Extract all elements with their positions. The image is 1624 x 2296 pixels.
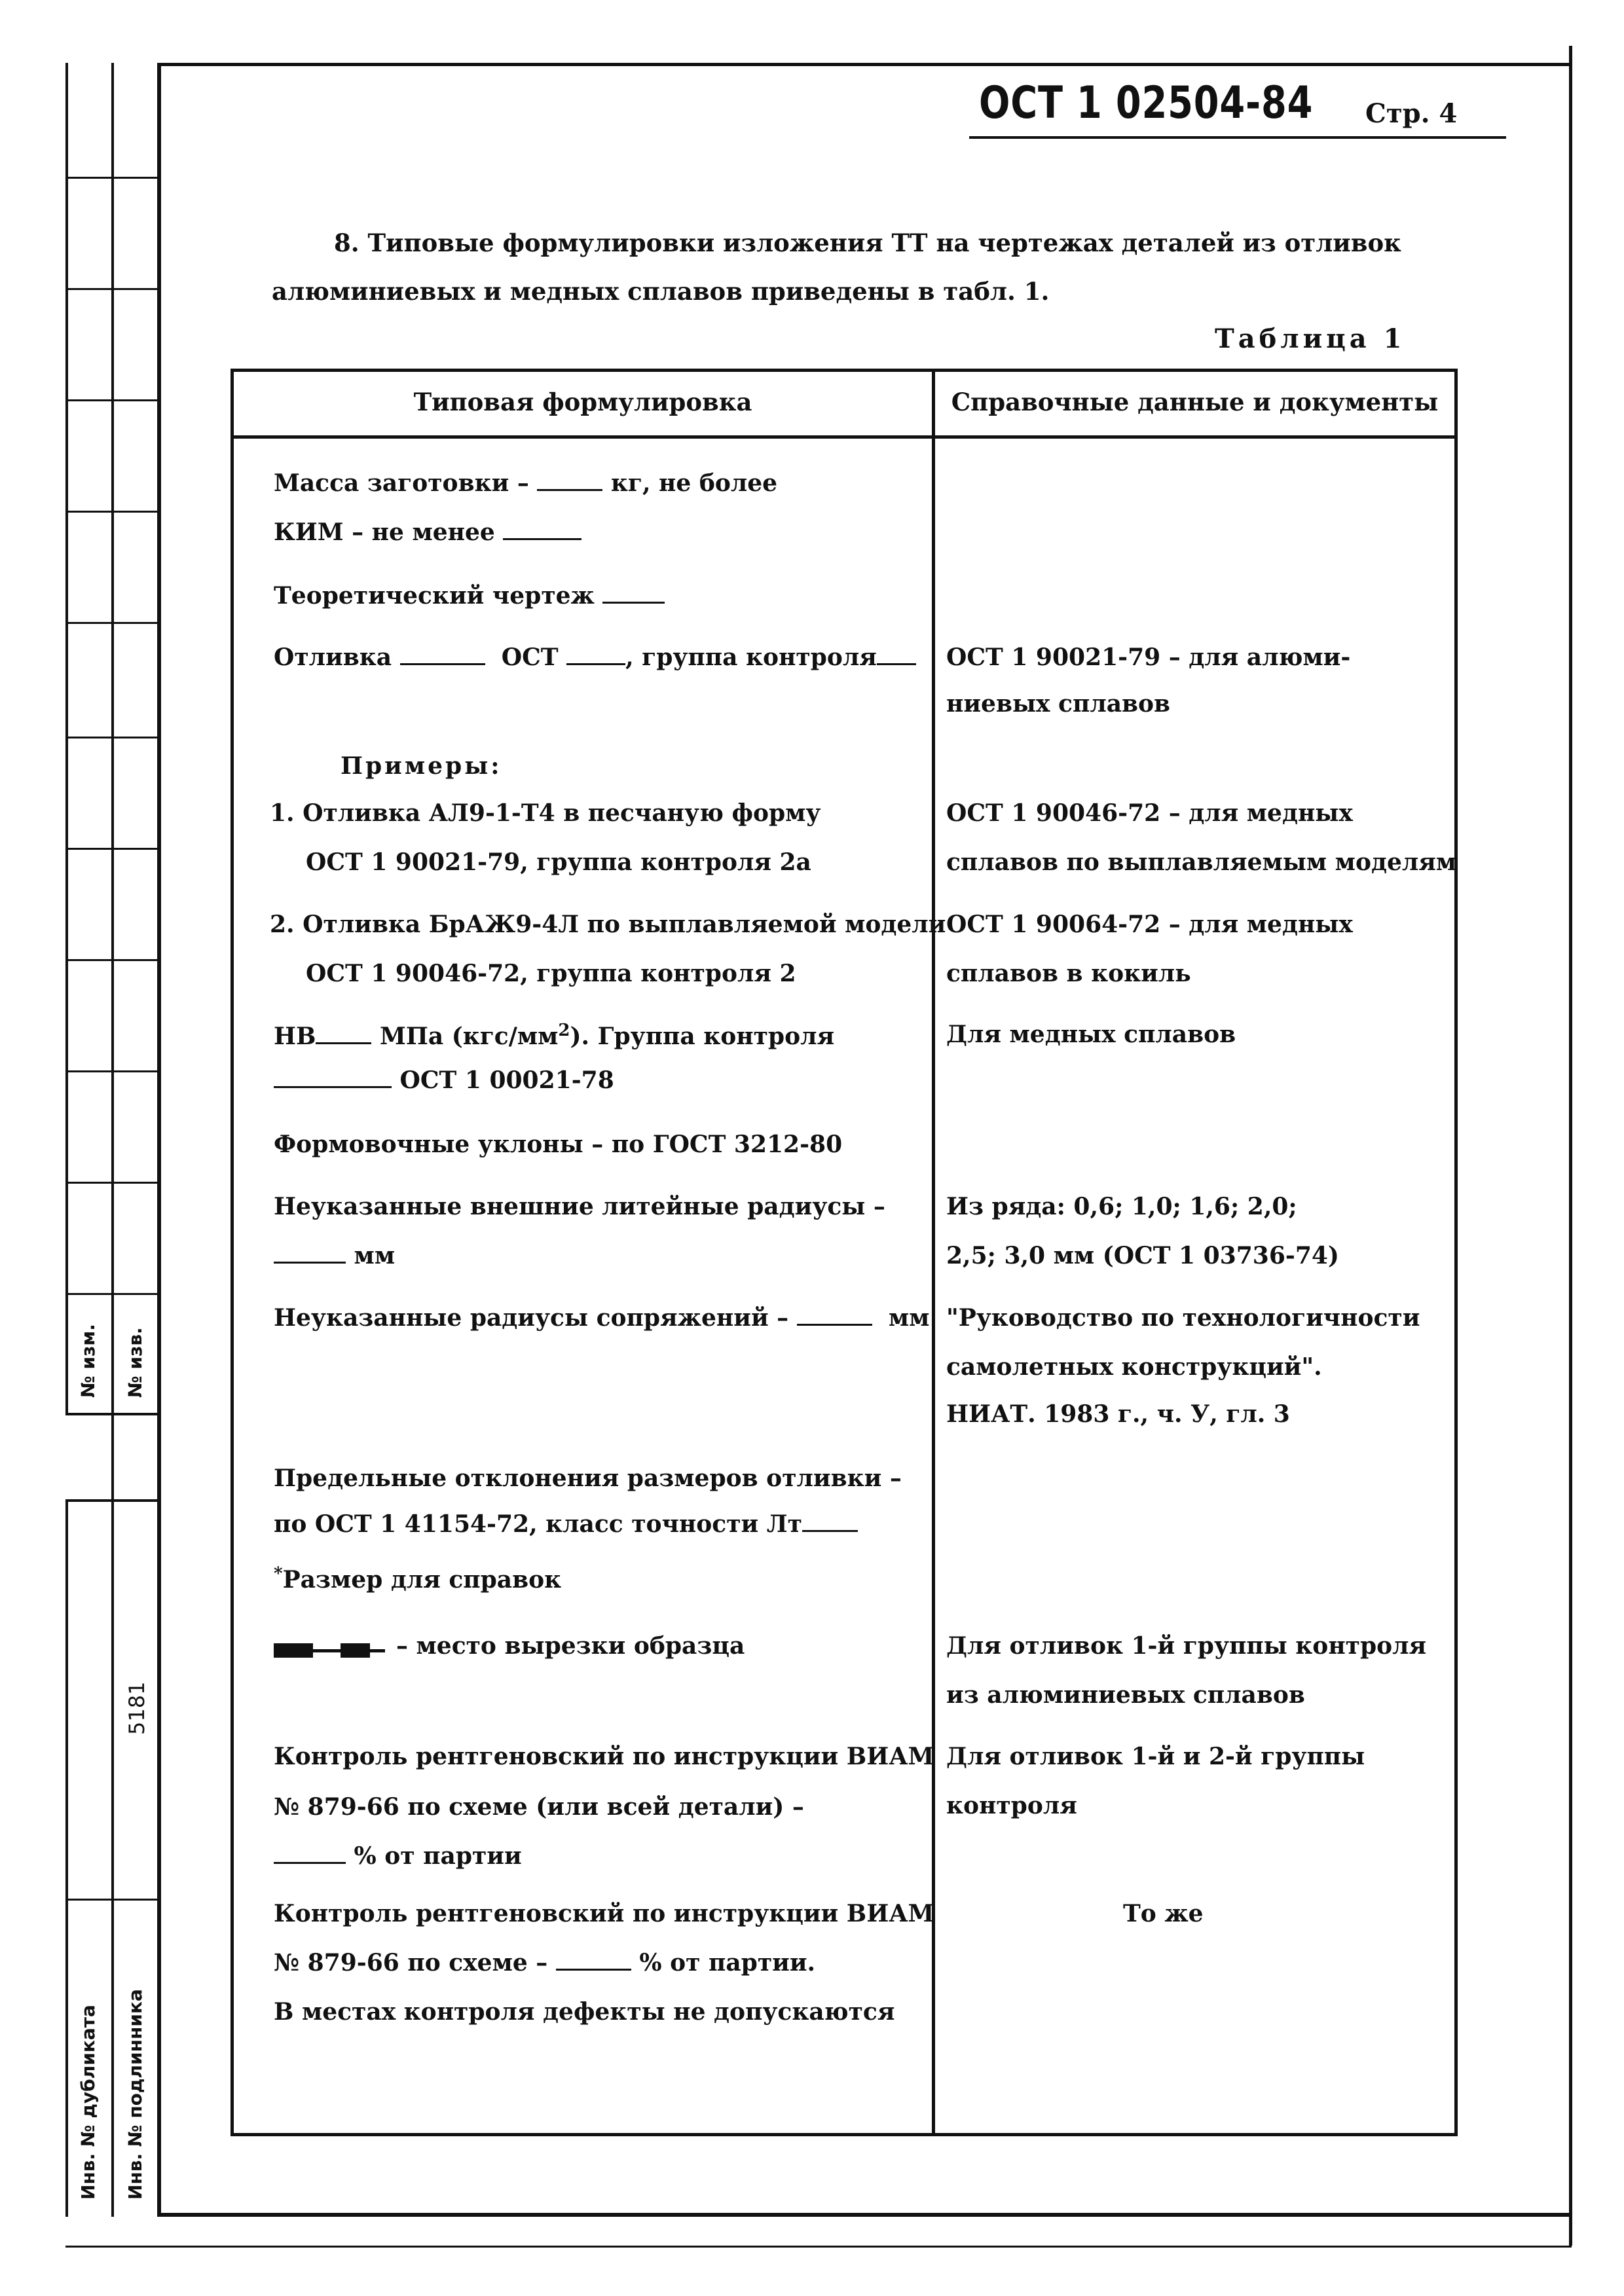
row-sample-place: – место вырезки образца [396, 1632, 745, 1660]
ref-conj-3: НИАТ. 1983 г., ч. У, гл. 3 [946, 1400, 1290, 1428]
row-draft: Формовочные уклоны – по ГОСТ 3212-80 [274, 1131, 843, 1158]
row-xray2-1: Контроль рентгеновский по инструкции ВИАМ [274, 1900, 934, 1927]
theor-label: Теоретический чертеж [274, 582, 595, 610]
frame-left [157, 63, 161, 2217]
casting-ost: ОСТ [501, 644, 559, 671]
ref-conj-1: "Руководство по технологичности [946, 1304, 1420, 1332]
row-xray2-3: В местах контроля дефекты не допускаются [274, 1998, 895, 2026]
margin-tick [65, 737, 157, 738]
table-col-sep [932, 369, 935, 2136]
frame-bottom [157, 2213, 1572, 2217]
header-underline [969, 136, 1506, 139]
row-xray1-1: Контроль рентгеновский по инструкции ВИАМ [274, 1743, 934, 1770]
kim-label: КИМ – не менее [274, 519, 495, 546]
table-header-right: Справочные данные и документы [951, 388, 1439, 416]
margin-left-edge [65, 63, 68, 1414]
margin-number: 5181 [124, 1681, 149, 1735]
hb-prefix: НВ [274, 1023, 316, 1050]
ref-size: Размер для справок [282, 1566, 562, 1594]
xray2-line-2b: % от партии. [639, 1949, 816, 1977]
ref-xray2: То же [1123, 1900, 1204, 1927]
table-header-left: Типовая формулировка [413, 388, 752, 416]
row-kim [274, 519, 581, 546]
margin-tick [65, 622, 157, 624]
row-hb [274, 1021, 834, 1050]
blank-field [877, 663, 916, 665]
examples-title: Примеры: [341, 752, 502, 780]
margin-tick [65, 1499, 157, 1502]
hb-unit: МПа (кгс/мм [380, 1023, 559, 1050]
ref-radii-2: 2,5; 3,0 мм (ОСТ 1 03736-74) [946, 1242, 1339, 1269]
row-radii-ext-2 [274, 1243, 395, 1269]
ref-xray1-2: контроля [946, 1792, 1077, 1819]
ref-casting-1: ОСТ 1 90021-79 – для алюми- [946, 644, 1351, 671]
frame-right [1569, 46, 1572, 2246]
margin-tick [65, 399, 157, 401]
tol-line-2: по ОСТ 1 41154-72, класс точности Лт [274, 1510, 802, 1538]
example-1-line-2: ОСТ 1 90021-79, группа контроля 2а [306, 848, 811, 876]
blank-field [797, 1323, 872, 1326]
frame-top [157, 63, 1572, 66]
blank-field [556, 1968, 631, 1971]
margin-label-izm: № изм. [77, 1324, 99, 1398]
row-xray1-3 [274, 1843, 522, 1870]
margin-label-podl: Инв. № подлинника [124, 1989, 146, 2200]
margin-label-izv: № изв. [124, 1327, 146, 1398]
outer-bottom [65, 2246, 1572, 2248]
blank-field [537, 488, 602, 491]
table-left [231, 369, 234, 2136]
margin-tick [65, 1413, 157, 1415]
hb-sup: 2 [558, 1021, 570, 1040]
xray1-line-3: % от партии [354, 1842, 522, 1870]
mass-unit: кг, не более [610, 469, 778, 497]
ref-radii-1: Из ряда: 0,6; 1,0; 1,6; 2,0; [946, 1193, 1297, 1220]
margin-tick [65, 1293, 157, 1295]
ref-ex1-2: сплавов по выплавляемым моделям [946, 848, 1457, 876]
margin-mid [111, 63, 114, 2217]
casting-group: , группа контроля [625, 644, 877, 671]
casting-label: Отливка [274, 644, 392, 671]
margin-tick [65, 848, 157, 850]
margin-tick [65, 1899, 157, 1901]
example-2-line-2: ОСТ 1 90046-72, группа контроля 2 [306, 960, 796, 987]
doc-number: ОСТ 1 02504-84 [979, 77, 1314, 129]
hb-suffix: ). Группа контроля [570, 1023, 835, 1050]
row-radii-conj [274, 1305, 929, 1332]
page-label: Стр. 4 [1365, 98, 1458, 129]
row-ref-size [274, 1565, 561, 1594]
blank-field [274, 1261, 346, 1264]
margin-tick [65, 288, 157, 290]
hb-line-2: ОСТ 1 00021-78 [399, 1066, 614, 1094]
ref-star: * [274, 1564, 283, 1584]
margin-tick [65, 1182, 157, 1184]
row-theor [274, 583, 665, 610]
row-tol-2 [274, 1511, 858, 1538]
margin-tick [65, 177, 157, 179]
row-xray1-2: № 879-66 по схеме (или всей детали) – [274, 1793, 804, 1821]
ref-sample-1: Для отливок 1-й группы контроля [946, 1632, 1427, 1660]
blank-field [400, 663, 485, 665]
xray2-line-2a: № 879-66 по схеме – [274, 1949, 548, 1977]
table-right [1454, 369, 1458, 2136]
table-header-sep [231, 435, 1458, 439]
ref-ex2-2: сплавов в кокиль [946, 960, 1191, 987]
radii-conj-label: Неуказанные радиусы сопряжений – [274, 1304, 789, 1332]
ref-casting-2: ниевых сплавов [946, 690, 1171, 718]
blank-field [602, 601, 665, 604]
row-casting [274, 644, 916, 671]
margin-label-dubl: Инв. № дубликата [77, 2005, 99, 2200]
blank-field [274, 1861, 346, 1864]
example-2-line-1: 2. Отливка БрАЖ9-4Л по выплавляемой модели [270, 911, 946, 938]
blank-field [566, 663, 625, 665]
row-xray2-2 [274, 1950, 815, 1977]
ref-conj-2: самолетных конструкций". [946, 1353, 1322, 1381]
ref-ex1-1: ОСТ 1 90046-72 – для медных [946, 799, 1353, 827]
blank-field [802, 1529, 858, 1532]
mass-label: Масса заготовки – [274, 469, 529, 497]
blank-field [503, 538, 581, 540]
blank-field [274, 1085, 392, 1088]
sample-marker-icon [274, 1643, 313, 1658]
sample-marker-icon [341, 1643, 370, 1658]
example-1-line-1: 1. Отливка АЛ9-1-Т4 в песчаную форму [270, 799, 821, 827]
ref-xray1-1: Для отливок 1-й и 2-й группы [946, 1743, 1365, 1770]
row-mass [274, 470, 777, 497]
radii-ext-unit: мм [354, 1242, 396, 1269]
table-bottom [231, 2133, 1458, 2136]
table-label: Таблица 1 [1215, 323, 1406, 354]
intro-line-2: алюминиевых и медных сплавов приведены в табл. 1. [272, 277, 1050, 306]
table-top [231, 369, 1458, 372]
ref-ex2-1: ОСТ 1 90064-72 – для медных [946, 911, 1353, 938]
margin-tick [65, 959, 157, 961]
margin-tick [65, 511, 157, 513]
row-hb-line-2 [274, 1067, 614, 1094]
ref-sample-2: из алюминиевых сплавов [946, 1681, 1305, 1709]
intro-line-1: 8. Типовые формулировки изложения ТТ на чертежах деталей из отливок [334, 228, 1401, 257]
blank-field [316, 1042, 371, 1044]
margin-left-edge-2 [65, 1499, 68, 2217]
row-tol-1: Предельные отклонения размеров отливки – [274, 1465, 902, 1492]
margin-tick [65, 1070, 157, 1072]
radii-conj-unit: мм [888, 1304, 930, 1332]
ref-hb: Для медных сплавов [946, 1021, 1236, 1048]
row-radii-ext: Неуказанные внешние литейные радиусы – [274, 1193, 885, 1220]
